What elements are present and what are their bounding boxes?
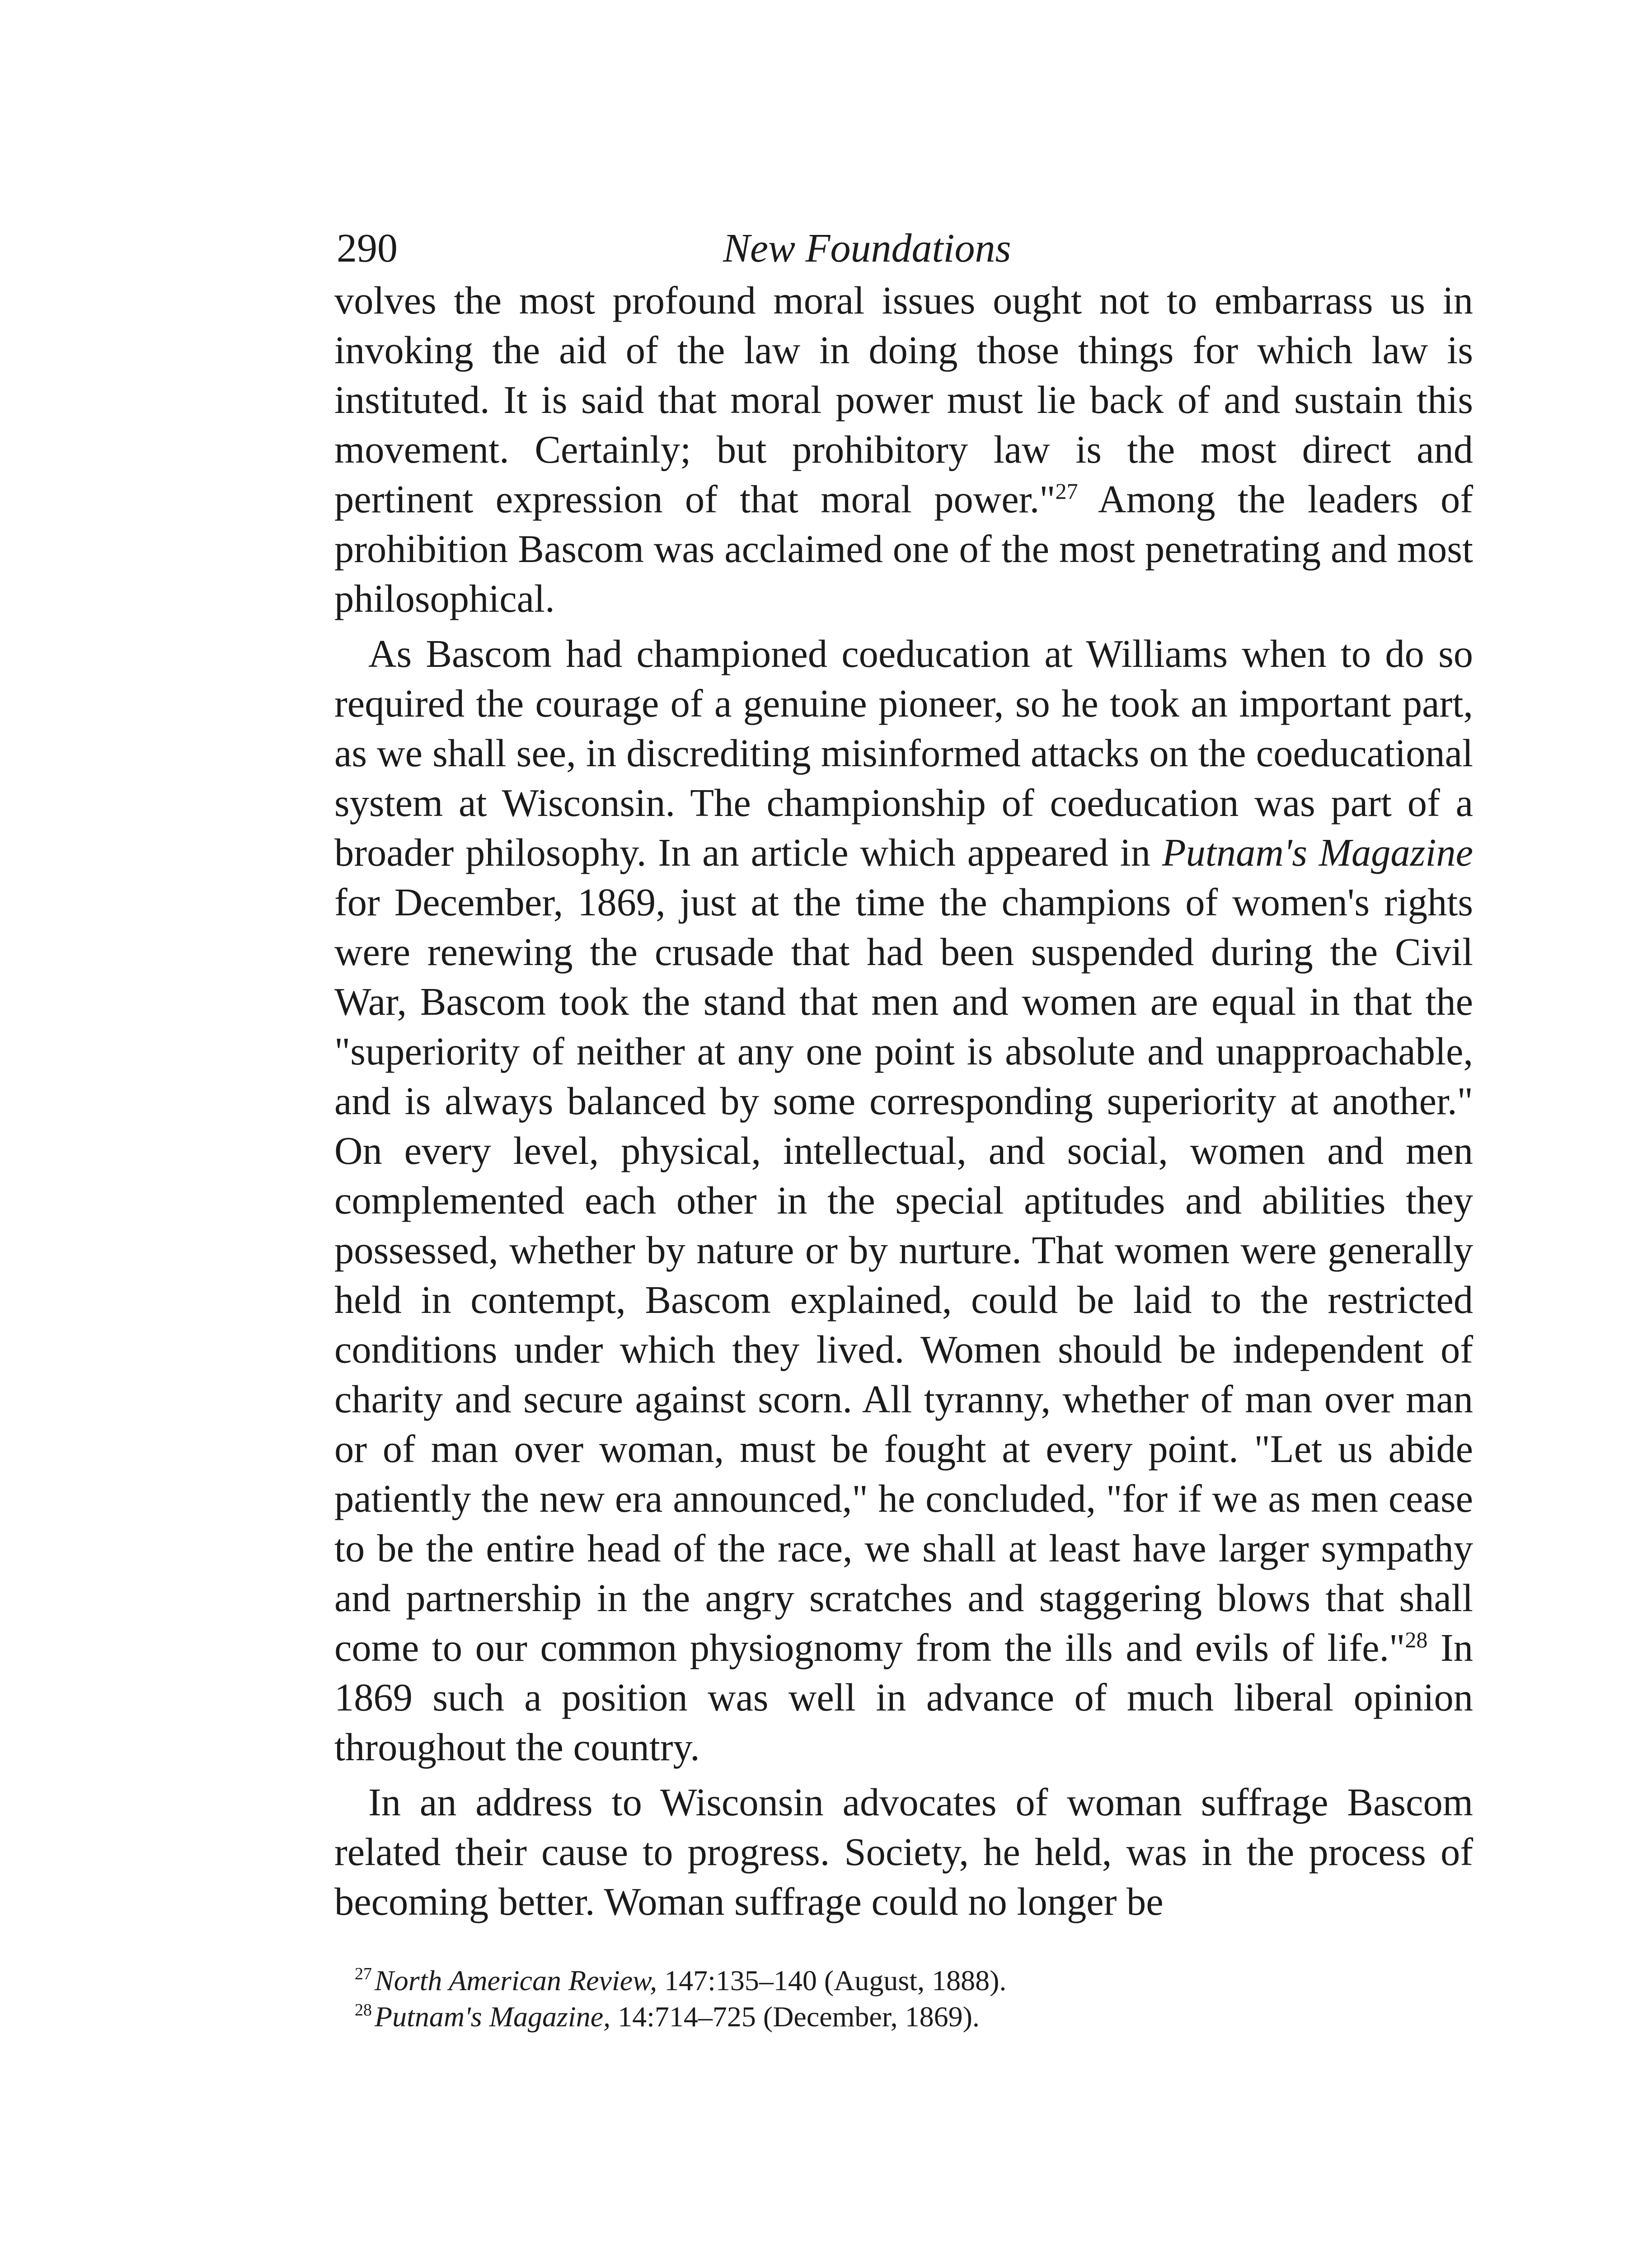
book-page	[334, 221, 1473, 2035]
footnote-detail: 14:714–725 (December, 1869).	[610, 2001, 980, 2033]
footnote-ref-27: 27	[1055, 478, 1078, 504]
paragraph-2	[334, 629, 1473, 1772]
footnote-number: 27	[355, 1964, 372, 1983]
footnote-ref-28: 28	[1405, 1627, 1428, 1652]
paragraph-2-text-a: As Bascom had championed coeducation at Williams when to do so required the courage of a genuine pioneer, so he took an important part, as we shall see, in discrediting misinformed attacks on the coeducational system at Wisconsin. The championship of coeducation was part of a broader philosophy. In an article which appeared in	[334, 632, 1473, 874]
paragraph-3	[334, 1777, 1473, 1926]
page-number: 290	[337, 226, 398, 271]
page-header	[334, 221, 1473, 276]
paragraph-1-text-b: Among the leaders of prohibition Bascom was acclaimed one of the most penetrating and most philosophical.	[334, 478, 1473, 620]
footnote-28	[355, 1999, 1473, 2035]
magazine-title: Putnam's Magazine	[1162, 831, 1473, 874]
footnote-source: Putnam's Magazine,	[375, 2001, 611, 2033]
footnote-number: 28	[355, 2001, 372, 2020]
paragraph-1	[334, 276, 1473, 623]
paragraph-3-text: In an address to Wisconsin advocates of woman suffrage Bascom related their cause to progress. Society, he held, was in the process of becoming better. Woman suffrage could no longer be	[334, 1781, 1473, 1923]
footnote-detail: 147:135–140 (August, 1888).	[657, 1964, 1007, 1997]
paragraph-2-text-b: for December, 1869, just at the time the champions of women's rights were renewing the crusade that had been suspended during the Civil War, Bascom took the stand that men and women are equal in that the "superiority of neither at any one point is absolute and unapproachable, and is always balanced by some corresponding superiority at another." On every level, physical, intellectual, and social, women and men complemented each other in the special aptitudes and abilities they possessed, whether by nature or by nurture. That women were generally held in contempt, Bascom explained, could be laid to the restricted conditions under which they lived. Women should be independent of charity and secure against scorn. All tyranny, whether of man over man or of man over woman, must be fought at every point. "Let us abide patiently the new era announced," he concluded, "for if we as men cease to be the entire head of the race, we shall at least have larger sympathy and partnership in the angry scratches and staggering blows that shall come to our common physiognomy from the ills and evils of life."	[334, 881, 1473, 1669]
footnote-source: North American Review,	[375, 1964, 657, 1997]
paragraph-2-text-c: In 1869 such a position was well in advance of much liberal opinion throughout the country.	[334, 1626, 1473, 1769]
paragraph-1-text-a: volves the most profound moral issues ought not to embarrass us in invoking the aid of the law in doing those things for which law is instituted. It is said that moral power must lie back of and sustain this movement. Certainly; but prohibitory law is the most direct and pertinent expression of that moral power."	[334, 279, 1473, 521]
footnotes	[334, 1963, 1473, 2035]
body-text	[334, 276, 1473, 1926]
running-title: New Foundations	[723, 226, 1011, 271]
footnote-27	[355, 1963, 1473, 1999]
